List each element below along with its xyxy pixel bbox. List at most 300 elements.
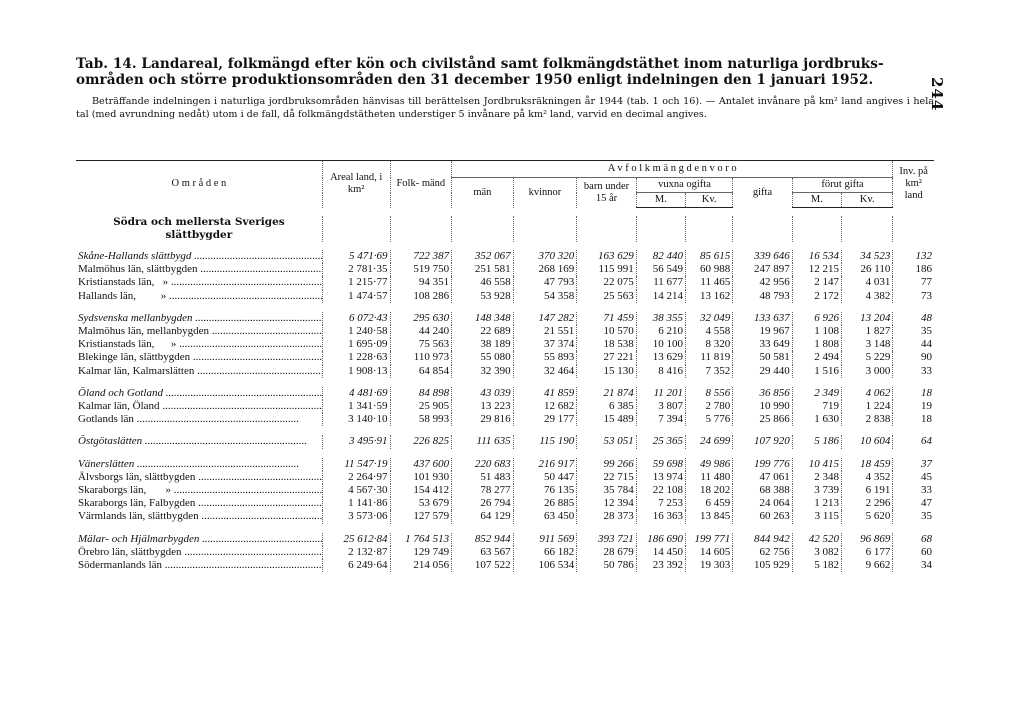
- table-row: [76, 290, 934, 303]
- page: [76, 56, 934, 121]
- table-row: [76, 400, 934, 413]
- table-cell: 6 926: [792, 312, 841, 325]
- table-cell: 132: [893, 250, 934, 263]
- table-cell: 94 351: [390, 276, 452, 289]
- header-man: [452, 178, 514, 208]
- header-vuxna-m-label: M.: [654, 194, 667, 205]
- leader-dots: [195, 497, 322, 509]
- table-cell: 437 600: [390, 458, 452, 471]
- region-name: [76, 312, 322, 325]
- table-cell: 105 929: [733, 559, 793, 572]
- table-cell: 14 605: [686, 546, 733, 559]
- table-cell: 23 392: [636, 559, 685, 572]
- region-name-text: Älvsborgs län, slättbygden: [78, 470, 196, 483]
- header-folkmangd-label: Folk- mänd: [396, 178, 446, 190]
- leader-dots: [195, 471, 322, 483]
- table-cell: 11 465: [686, 276, 733, 289]
- table-cell: 19 303: [686, 559, 733, 572]
- region-name-text: Värmlands län, slättbygden: [78, 510, 199, 523]
- leader-dots: [168, 276, 322, 288]
- table-cell: 41 859: [513, 387, 577, 400]
- table-cell: 35 784: [577, 484, 637, 497]
- table-cell: 1 228·63: [322, 351, 390, 364]
- table-cell: 18 202: [686, 484, 733, 497]
- header-kvinnor-label: kvinnor: [528, 186, 562, 198]
- table-cell: 29 177: [513, 413, 577, 426]
- table-cell: 3 807: [636, 400, 685, 413]
- table-cell: 220 683: [452, 458, 514, 471]
- region-name-text: Östgötaslätten: [78, 435, 143, 448]
- table-cell: 10 570: [577, 325, 637, 338]
- table-cell: 32 464: [513, 365, 577, 378]
- header-gifta: [733, 178, 793, 208]
- spacer-row: [76, 426, 934, 435]
- region-name-text: Kristianstads län, »: [78, 338, 177, 351]
- table-cell: 295 630: [390, 312, 452, 325]
- section-title: Södra och mellersta Sveriges slättbygder: [113, 216, 285, 241]
- table-cell: 51 483: [452, 471, 514, 484]
- table-title: [76, 56, 934, 88]
- table-cell: 38 355: [636, 312, 685, 325]
- table-cell: 33: [893, 365, 934, 378]
- table-cell: 154 412: [390, 484, 452, 497]
- table-cell: 7 352: [686, 365, 733, 378]
- table-row: [76, 413, 934, 426]
- leader-dots: [134, 458, 299, 470]
- table-cell: 5 229: [842, 351, 893, 364]
- header-man-label: män: [473, 186, 492, 198]
- header-forut-m: [792, 193, 841, 208]
- table-cell: 18: [893, 413, 934, 426]
- table-cell: 101 930: [390, 471, 452, 484]
- table-cell: 58 993: [390, 413, 452, 426]
- table-cell: 1 764 513: [390, 533, 452, 546]
- table-cell: 4 352: [842, 471, 893, 484]
- table-cell: 13 974: [636, 471, 685, 484]
- table-cell: 3 573·06: [322, 510, 390, 523]
- table-cell: 4 567·30: [322, 484, 390, 497]
- table-cell: 268 169: [513, 263, 577, 276]
- table-cell: 14 450: [636, 546, 685, 559]
- region-name: [76, 290, 322, 303]
- table-cell: 1 240·58: [322, 325, 390, 338]
- table-cell: 68 388: [733, 484, 793, 497]
- table-cell: 55 893: [513, 351, 577, 364]
- region-name-text: Kalmar län, Öland: [78, 400, 160, 413]
- table-cell: 2 838: [842, 413, 893, 426]
- region-name: [76, 458, 322, 471]
- table-cell: 28 373: [577, 510, 637, 523]
- table-cell: 216 917: [513, 458, 577, 471]
- header-inv: [893, 161, 934, 208]
- table-cell: 108 286: [390, 290, 452, 303]
- intro-note-text: Beträffande indelningen i naturliga jordbruksområden hänvisas till berättelsen Jordbruksräkningen år 1944 (tab. 1 och 16). — Antalet invånare på km² land angives i hela tal (med avrundning nedåt) utom i de fall, då folkmängdstätheten understiger 5 invånare på km² land, varvid en decimal angives.: [76, 96, 934, 120]
- table-cell: 44: [893, 338, 934, 351]
- table-cell: 1 224: [842, 400, 893, 413]
- table-cell: 1 630: [792, 413, 841, 426]
- table-cell: 64 129: [452, 510, 514, 523]
- table-cell: 1 474·57: [322, 290, 390, 303]
- header-forut-gifta: [792, 178, 893, 193]
- table-cell: 21 874: [577, 387, 637, 400]
- table-cell: 4 062: [842, 387, 893, 400]
- table-cell: 107 522: [452, 559, 514, 572]
- table-cell: 352 067: [452, 250, 514, 263]
- table-cell: 35: [893, 325, 934, 338]
- table-row: [76, 263, 934, 276]
- table-cell: 45: [893, 471, 934, 484]
- table-cell: 163 629: [577, 250, 637, 263]
- table-cell: 11 480: [686, 471, 733, 484]
- table-cell: 42 520: [792, 533, 841, 546]
- header-av-folkmangden: [452, 161, 893, 178]
- table-cell: 47: [893, 497, 934, 510]
- table-cell: 11 819: [686, 351, 733, 364]
- table-cell: 46 558: [452, 276, 514, 289]
- table-cell: 186 690: [636, 533, 685, 546]
- table-cell: 3 000: [842, 365, 893, 378]
- table-cell: 393 721: [577, 533, 637, 546]
- leader-dots: [197, 263, 322, 275]
- table-cell: 852 944: [452, 533, 514, 546]
- table-cell: 1 108: [792, 325, 841, 338]
- table-cell: 47 061: [733, 471, 793, 484]
- table-cell: 13 162: [686, 290, 733, 303]
- table-cell: 33 649: [733, 338, 793, 351]
- table-cell: 6 177: [842, 546, 893, 559]
- table-cell: 64: [893, 435, 934, 448]
- table-cell: 129 749: [390, 546, 452, 559]
- region-name: [76, 546, 322, 559]
- table-cell: 12 394: [577, 497, 637, 510]
- header-barn: [577, 178, 637, 208]
- table-cell: 48 793: [733, 290, 793, 303]
- table-cell: 147 282: [513, 312, 577, 325]
- table-cell: 82 440: [636, 250, 685, 263]
- table-cell: 29 816: [452, 413, 514, 426]
- region-name-text: Malmöhus län, mellanbygden: [78, 325, 210, 338]
- table-cell: 339 646: [733, 250, 793, 263]
- table-cell: 63 567: [452, 546, 514, 559]
- table-row: [76, 365, 934, 378]
- region-name: [76, 533, 322, 546]
- region-name: [76, 387, 322, 400]
- table-cell: 115 991: [577, 263, 637, 276]
- table-cell: 19: [893, 400, 934, 413]
- table-cell: 50 447: [513, 471, 577, 484]
- table-title-line-1: Tab. 14. Landareal, folkmängd efter kön och civilstånd samt folkmängdstäthet inom naturliga jordbruks-: [76, 56, 884, 72]
- table-cell: 25 365: [636, 435, 685, 448]
- table-cell: 37 374: [513, 338, 577, 351]
- table-cell: 59 698: [636, 458, 685, 471]
- table-cell: 66 182: [513, 546, 577, 559]
- region-name: [76, 250, 322, 263]
- group-row: [76, 435, 934, 448]
- leader-dots: [163, 387, 322, 399]
- table-cell: 47 793: [513, 276, 577, 289]
- table-cell: 5 186: [792, 435, 841, 448]
- table-cell: 2 494: [792, 351, 841, 364]
- table-cell: 90: [893, 351, 934, 364]
- table-cell: 5 620: [842, 510, 893, 523]
- table-cell: 60: [893, 546, 934, 559]
- table-row: [76, 510, 934, 523]
- region-name-text: Blekinge län, slättbygden: [78, 351, 191, 364]
- table-cell: 214 056: [390, 559, 452, 572]
- table-cell: 96 869: [842, 533, 893, 546]
- region-name: [76, 400, 322, 413]
- table-cell: 18 538: [577, 338, 637, 351]
- table-cell: 3 739: [792, 484, 841, 497]
- region-name: [76, 471, 322, 484]
- table-title-line-2: områden och större produktionsområden den 31 december 1950 enligt indelningen den 1 januari 1952.: [76, 72, 874, 88]
- table-cell: 719: [792, 400, 841, 413]
- table-cell: 7 253: [636, 497, 685, 510]
- header-kvinnor: [513, 178, 577, 208]
- header-forut-m-label: M.: [810, 194, 823, 205]
- table-cell: 36 856: [733, 387, 793, 400]
- table-cell: 3 140·10: [322, 413, 390, 426]
- table-cell: 26 110: [842, 263, 893, 276]
- table-cell: 15 489: [577, 413, 637, 426]
- table-cell: 5 776: [686, 413, 733, 426]
- table-row: [76, 559, 934, 572]
- table-cell: 722 387: [390, 250, 452, 263]
- table-cell: 33: [893, 484, 934, 497]
- table-cell: 10 415: [792, 458, 841, 471]
- table-cell: 18: [893, 387, 934, 400]
- table-cell: 7 394: [636, 413, 685, 426]
- table-cell: 1 808: [792, 338, 841, 351]
- table-cell: 75 563: [390, 338, 452, 351]
- region-name-text: Gotlands län: [78, 413, 134, 426]
- region-name: [76, 435, 322, 448]
- table-cell: 1 141·86: [322, 497, 390, 510]
- table-cell: 48: [893, 312, 934, 325]
- header-vuxna-m: [636, 193, 685, 208]
- header-forut-kv-label: Kv.: [859, 194, 875, 205]
- table-row: [76, 351, 934, 364]
- region-name-text: Skåne-Hallands slättbygd: [78, 250, 192, 262]
- table-cell: 29 440: [733, 365, 793, 378]
- region-name: [76, 338, 322, 351]
- table-cell: 15 130: [577, 365, 637, 378]
- table-cell: 76 135: [513, 484, 577, 497]
- table-cell: 32 049: [686, 312, 733, 325]
- table-cell: 73: [893, 290, 934, 303]
- group-row: [76, 387, 934, 400]
- table-cell: 5 471·69: [322, 250, 390, 263]
- table-cell: 3 495·91: [322, 435, 390, 448]
- table-cell: 22 075: [577, 276, 637, 289]
- table-cell: 84 898: [390, 387, 452, 400]
- intro-note: [76, 96, 934, 121]
- region-name: [76, 263, 322, 276]
- group-row: [76, 250, 934, 263]
- table-cell: 1 695·09: [322, 338, 390, 351]
- table-row: [76, 497, 934, 510]
- table-cell: 1 516: [792, 365, 841, 378]
- table-cell: 10 990: [733, 400, 793, 413]
- table-cell: 6 385: [577, 400, 637, 413]
- table-cell: 3 148: [842, 338, 893, 351]
- table-cell: 32 390: [452, 365, 514, 378]
- table-cell: 4 031: [842, 276, 893, 289]
- table-cell: 78 277: [452, 484, 514, 497]
- table-cell: 22 689: [452, 325, 514, 338]
- table-cell: 22 108: [636, 484, 685, 497]
- table-cell: 21 551: [513, 325, 577, 338]
- table-cell: 8 556: [686, 387, 733, 400]
- table-cell: 85 615: [686, 250, 733, 263]
- table-cell: 43 039: [452, 387, 514, 400]
- header-forut-kv: [842, 193, 893, 208]
- table-cell: 54 358: [513, 290, 577, 303]
- table-cell: 2 172: [792, 290, 841, 303]
- table-cell: 71 459: [577, 312, 637, 325]
- table-cell: 844 942: [733, 533, 793, 546]
- table-cell: 14 214: [636, 290, 685, 303]
- region-name-text: Skaraborgs län, »: [78, 484, 171, 497]
- table-cell: 199 776: [733, 458, 793, 471]
- region-name: [76, 484, 322, 497]
- spacer-row: [76, 449, 934, 458]
- region-name-text: Öland och Gotland: [78, 386, 163, 399]
- leader-dots: [193, 312, 323, 324]
- header-vuxna-kv: [686, 193, 733, 208]
- leader-dots: [176, 338, 322, 350]
- region-name-text: Kristianstads län, »: [78, 276, 169, 289]
- table-cell: 34: [893, 559, 934, 572]
- table-cell: 25 866: [733, 413, 793, 426]
- leader-dots: [171, 484, 322, 496]
- table-cell: 2 296: [842, 497, 893, 510]
- table-cell: 62 756: [733, 546, 793, 559]
- header-av-folkmangden-label: A v f o l k m ä n g d e n v o r o: [607, 163, 737, 174]
- table-cell: 6 210: [636, 325, 685, 338]
- region-name-text: Skaraborgs län, Falbygden: [78, 497, 196, 510]
- table-cell: 42 956: [733, 276, 793, 289]
- table-cell: 25 905: [390, 400, 452, 413]
- table-cell: 370 320: [513, 250, 577, 263]
- table-cell: 3 115: [792, 510, 841, 523]
- region-name-text: Örebro län, slättbygden: [78, 545, 182, 558]
- page-number: 244: [928, 77, 946, 112]
- region-name: [76, 510, 322, 523]
- table-cell: 226 825: [390, 435, 452, 448]
- table-cell: 2 349: [792, 387, 841, 400]
- header-inv-label: Inv. på km² land: [899, 166, 928, 202]
- table-cell: 13 204: [842, 312, 893, 325]
- leader-dots: [182, 546, 323, 558]
- table-cell: 148 348: [452, 312, 514, 325]
- table-cell: 3 082: [792, 546, 841, 559]
- table-row: [76, 338, 934, 351]
- table-cell: 77: [893, 276, 934, 289]
- header-vuxna-ogifta-label: vuxna ogifta: [658, 179, 711, 190]
- leader-dots: [209, 325, 322, 337]
- leader-dots: [134, 413, 299, 425]
- table-cell: 5 182: [792, 559, 841, 572]
- table-row: [76, 484, 934, 497]
- table-cell: 111 635: [452, 435, 514, 448]
- table-cell: 34 523: [842, 250, 893, 263]
- table-cell: 1 215·77: [322, 276, 390, 289]
- table-cell: 2 781·35: [322, 263, 390, 276]
- table-cell: 1 213: [792, 497, 841, 510]
- table-cell: 50 786: [577, 559, 637, 572]
- header-vuxna-kv-label: Kv.: [701, 194, 717, 205]
- table-cell: 107 920: [733, 435, 793, 448]
- leader-dots: [199, 533, 322, 545]
- table-cell: 13 223: [452, 400, 514, 413]
- table-cell: 9 662: [842, 559, 893, 572]
- table-cell: 1 341·59: [322, 400, 390, 413]
- table-cell: 25 563: [577, 290, 637, 303]
- leader-dots: [166, 290, 322, 302]
- table-cell: 2 147: [792, 276, 841, 289]
- table-cell: 63 450: [513, 510, 577, 523]
- header-areal: [322, 161, 390, 208]
- table-cell: 115 190: [513, 435, 577, 448]
- table-cell: 1 908·13: [322, 365, 390, 378]
- table-cell: 8 320: [686, 338, 733, 351]
- region-name-text: Malmöhus län, slättbygden: [78, 263, 198, 276]
- statistics-table: [76, 160, 934, 572]
- table-cell: 186: [893, 263, 934, 276]
- table-cell: 27 221: [577, 351, 637, 364]
- group-row: [76, 533, 934, 546]
- header-areal-label: Areal land, i km²: [330, 172, 383, 196]
- spacer-row: [76, 378, 934, 387]
- table-cell: 60 988: [686, 263, 733, 276]
- table-cell: 4 481·69: [322, 387, 390, 400]
- table-cell: 2 780: [686, 400, 733, 413]
- table-cell: 25 612·84: [322, 533, 390, 546]
- leader-dots: [191, 250, 322, 262]
- table-cell: 44 240: [390, 325, 452, 338]
- header-gifta-label: gifta: [752, 186, 773, 198]
- table-cell: 1 827: [842, 325, 893, 338]
- leader-dots: [162, 559, 322, 571]
- table-cell: 6 191: [842, 484, 893, 497]
- header-omraden-label: O m r å d e n: [171, 178, 227, 190]
- header-folkmangd: [390, 161, 452, 208]
- table-cell: 35: [893, 510, 934, 523]
- section-title-row: [76, 216, 934, 242]
- table-cell: 2 348: [792, 471, 841, 484]
- table-cell: 110 973: [390, 351, 452, 364]
- table-cell: 11 201: [636, 387, 685, 400]
- table-cell: 10 604: [842, 435, 893, 448]
- table-cell: 99 266: [577, 458, 637, 471]
- table-cell: 2 132·87: [322, 546, 390, 559]
- table-cell: 13 845: [686, 510, 733, 523]
- table-row: [76, 546, 934, 559]
- header-vuxna-ogifta: [636, 178, 732, 193]
- header-omraden: [76, 161, 322, 208]
- region-name-text: Hallands län, »: [78, 289, 167, 302]
- table-cell: 26 885: [513, 497, 577, 510]
- table-cell: 10 100: [636, 338, 685, 351]
- table-cell: 53 928: [452, 290, 514, 303]
- table-cell: 127 579: [390, 510, 452, 523]
- table-cell: 8 416: [636, 365, 685, 378]
- region-name-text: Vänerslätten: [78, 457, 135, 470]
- leader-dots: [194, 365, 322, 377]
- table-cell: 12 682: [513, 400, 577, 413]
- table-cell: 22 715: [577, 471, 637, 484]
